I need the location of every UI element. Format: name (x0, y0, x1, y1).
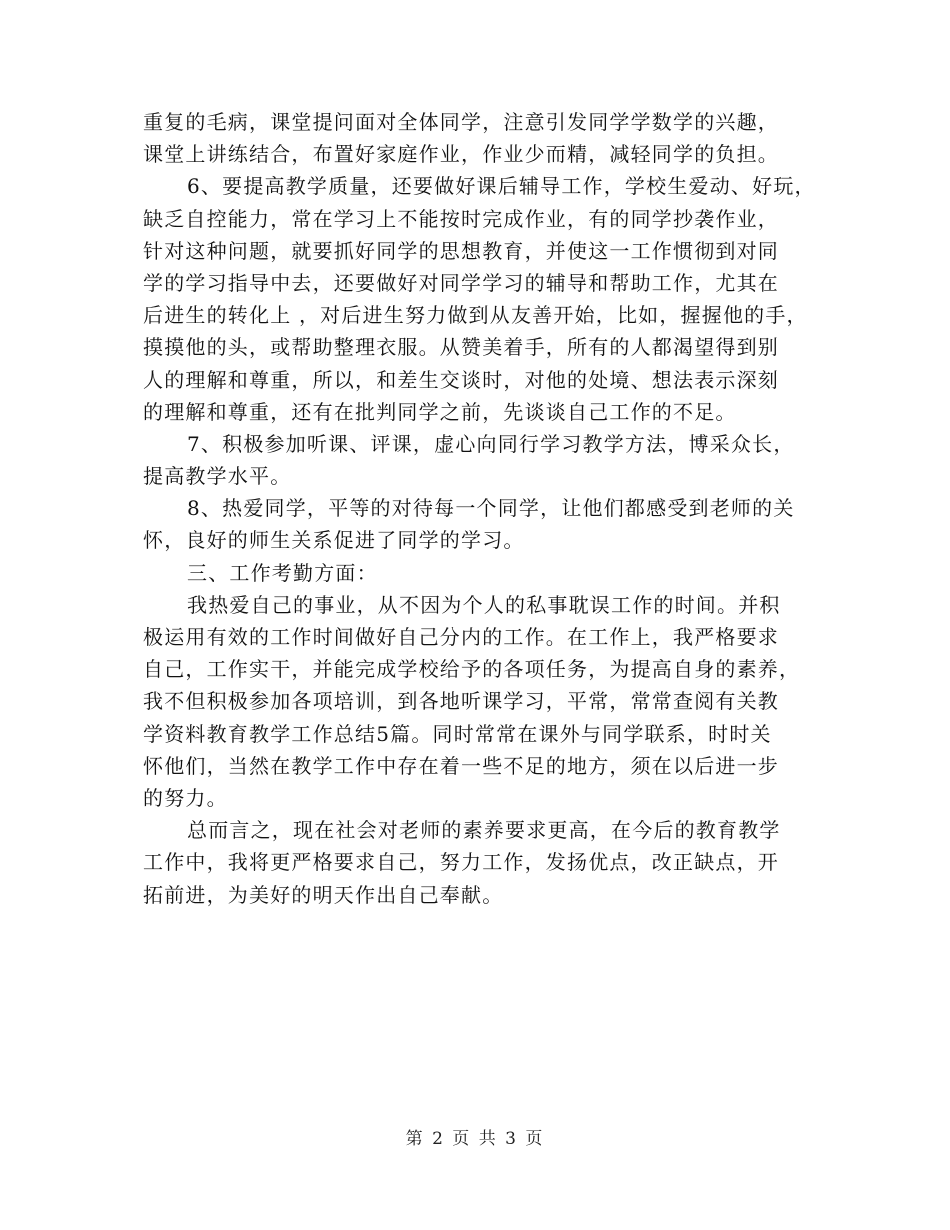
text-line: 7、积极参加听课、评课，虚心向同行学习教学方法，博采众长， (187, 431, 795, 456)
text-line: 我热爱自己的事业，从不因为个人的私事耽误工作的时间。并积 (187, 592, 781, 617)
text-line: 总而言之，现在社会对老师的素养要求更高，在今后的教育教学 (187, 818, 781, 843)
text-line: 提高教学水平。 (143, 464, 292, 489)
text-line: 极运用有效的工作时间做好自己分内的工作。在工作上，我严格要求 (143, 625, 779, 649)
text-line: 人的理解和尊重，所以，和差生交谈时，对他的处境、想法表示深刻 (143, 367, 779, 392)
text-line: 怀，良好的师生关系促进了同学的学习。 (143, 528, 525, 553)
text-line: 工作中，我将更严格要求自己，努力工作，发扬优点，改正缺点，开 (143, 850, 779, 875)
text-line: 学资料教育教学工作总结5篇。同时常常在课外与同学联系，时时关 (143, 721, 772, 746)
text-line: 缺乏自控能力，常在学习上不能按时完成作业，有的同学抄袭作业， (143, 206, 779, 231)
text-line: 我不但积极参加各项培训，到各地听课学习，平常，常常查阅有关教 (143, 689, 779, 714)
text-line: 重复的毛病，课堂提问面对全体同学，注意引发同学学数学的兴趣， (143, 110, 779, 134)
text-line: 摸摸他的头，或帮助整理衣服。从赞美着手，所有的人都渴望得到别 (143, 335, 779, 360)
text-line: 6、要提高教学质量，还要做好课后辅导工作，学校生爱动、好玩， (187, 174, 816, 199)
text-line: 后进生的转化上 ，对后进生努力做到从友善开始，比如，握握他的手， (143, 303, 808, 328)
text-line: 针对这种问题，就要抓好同学的思想教育，并使这一工作惯彻到对同 (143, 238, 779, 263)
body-text (143, 106, 833, 911)
text-line: 的理解和尊重，还有在批判同学之前，先谈谈自己工作的不足。 (143, 399, 737, 424)
page-number: 第 2 页 共 3 页 (405, 1129, 545, 1149)
text-line: 拓前进，为美好的明天作出自己奉献。 (143, 882, 504, 907)
text-line: 的努力。 (143, 785, 228, 810)
text-line: 8、热爱同学，平等的对待每一个同学，让他们都感受到老师的关 (187, 496, 795, 521)
text-line: 怀他们，当然在教学工作中存在着一些不足的地方，须在以后进一步 (143, 753, 779, 778)
text-line: 学的学习指导中去，还要做好对同学学习的辅导和帮助工作，尤其在 (143, 270, 779, 295)
text-line: 自己，工作实干，并能完成学校给予的各项任务，为提高自身的素养， (143, 657, 801, 682)
text-line: 三、工作考勤方面： (187, 560, 378, 585)
text-line: 课堂上讲练结合，布置好家庭作业，作业少而精，减轻同学的负担。 (143, 142, 779, 167)
